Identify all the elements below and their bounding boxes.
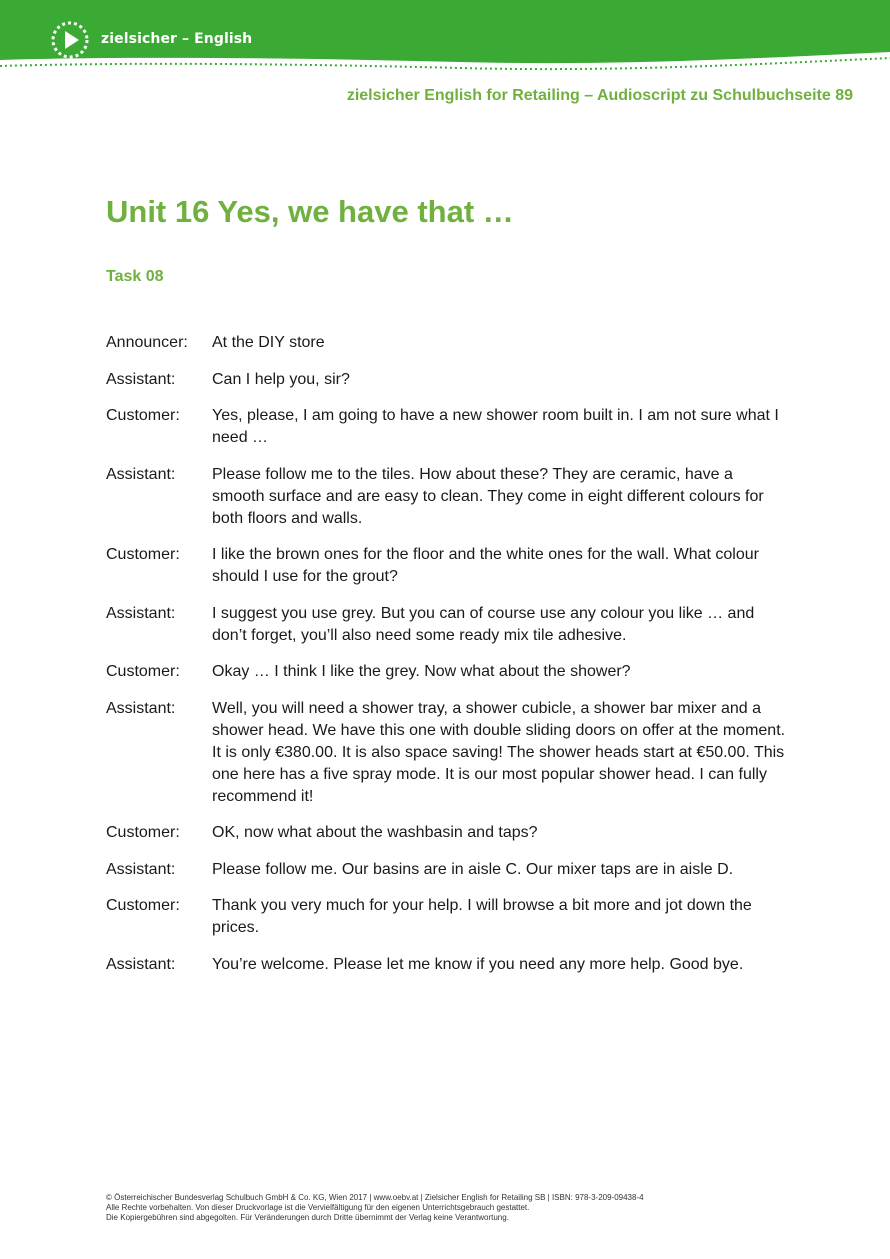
speaker: Assistant: [106, 860, 176, 878]
dialogue-line [106, 544, 786, 588]
speech: Can I help you, sir? [212, 370, 350, 388]
speech: I like the brown ones for the floor and the white ones for the wall. What colour should I use for the grout? [212, 546, 759, 585]
footer-line: Die Kopiergebühren sind abgegolten. Für Veränderungen durch Dritte übernimmt der Verlag keine Verantwortung. [106, 1213, 509, 1222]
dialogue-line [106, 895, 786, 939]
speaker: Customer: [106, 663, 180, 680]
task-label: Task 08 [106, 268, 164, 285]
speech: Okay … I think I like the grey. Now what about the shower? [212, 663, 631, 680]
speech: Well, you will need a shower tray, a shower cubicle, a shower bar mixer and a shower head. We have this one with double sliding doors on offer at the moment. It is only €380.00. It is also space saving! The shower heads start at €50.00. This one here has a five spray mode. It is our most popular shower head. I can fully recommend it! [212, 699, 786, 805]
dialogue-line [106, 859, 786, 881]
brand-name: zielsicher – English [101, 31, 253, 47]
dialogue-line [106, 822, 786, 844]
copyright-footer [106, 1193, 806, 1223]
unit-title: Unit 16 Yes, we have that … [106, 194, 514, 229]
dialogue-line [106, 698, 786, 808]
speaker: Customer: [106, 407, 180, 424]
speech: OK, now what about the washbasin and taps? [212, 824, 538, 841]
dialogue-line [106, 464, 786, 530]
play-logo-icon [50, 20, 90, 60]
speaker: Customer: [106, 897, 180, 914]
footer-line: © Österreichischer Bundesverlag Schulbuch GmbH & Co. KG, Wien 2017 | www.oebv.at | Zielsicher English for Retailing SB | ISBN: 978-3-209-09438-4 [106, 1193, 644, 1202]
dialogue-line [106, 954, 786, 976]
speaker: Customer: [106, 824, 180, 841]
dialogue [106, 332, 786, 990]
speech: At the DIY store [212, 334, 325, 351]
speech: You’re welcome. Please let me know if you need any more help. Good bye. [212, 955, 744, 973]
page-header: zielsicher English for Retailing – Audioscript zu Schulbuchseite 89 [346, 87, 853, 104]
dialogue-line [106, 603, 786, 647]
dialogue-line [106, 332, 786, 354]
speaker: Announcer: [106, 334, 188, 351]
speaker: Assistant: [106, 604, 176, 622]
speech: Please follow me. Our basins are in aisle C. Our mixer taps are in aisle D. [212, 860, 734, 878]
speech: Thank you very much for your help. I will browse a bit more and jot down the prices. [212, 897, 752, 936]
speaker: Assistant: [106, 370, 176, 388]
speech: Yes, please, I am going to have a new shower room built in. I am not sure what I need … [212, 407, 779, 446]
speaker: Assistant: [106, 699, 176, 717]
speaker: Assistant: [106, 955, 176, 973]
speaker: Assistant: [106, 465, 176, 483]
speaker: Customer: [106, 546, 180, 563]
dialogue-line [106, 405, 786, 449]
footer-line: Alle Rechte vorbehalten. Von dieser Druckvorlage ist die Vervielfältigung für den eigenen Unterrichtsgebrauch gestattet. [106, 1203, 530, 1212]
speech: I suggest you use grey. But you can of course use any colour you like … and don’t forget, you’ll also need some ready mix tile adhesive. [212, 604, 755, 644]
dialogue-line [106, 661, 786, 683]
dialogue-line [106, 369, 786, 391]
header-banner [0, 0, 890, 80]
speech: Please follow me to the tiles. How about these? They are ceramic, have a smooth surface and are easy to clean. They come in eight different colours for both floors and walls. [212, 465, 764, 527]
